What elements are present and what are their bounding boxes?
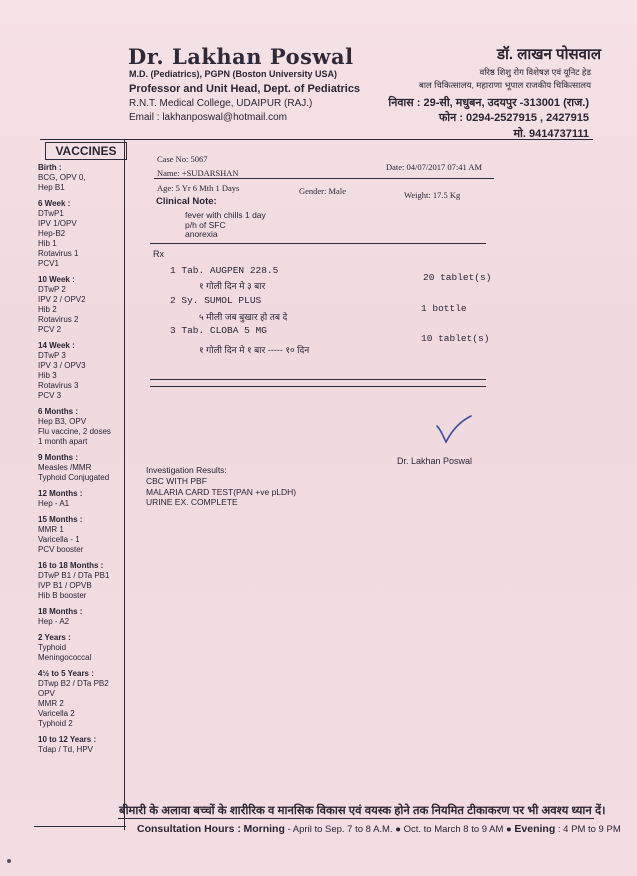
vaccine-group-heading: 10 to 12 Years : [38, 735, 97, 744]
vaccine-group [38, 341, 123, 401]
vaccine-group [38, 735, 123, 755]
corner-mark [6, 858, 14, 864]
doctor-position: Professor and Unit Head, Dept. of Pediatrics [129, 83, 361, 95]
college-name: R.N.T. Medical College, UDAIPUR (RAJ.) [129, 98, 313, 109]
investigation-line: URINE EX. COMPLETE [146, 497, 238, 507]
rx-quantity-2: 1 bottle [421, 303, 467, 314]
morning-label: Morning [243, 823, 285, 835]
vaccine-item: Measles /MMR [38, 463, 92, 472]
patient-gender: Gender: Male [299, 186, 346, 196]
signature-tick [433, 414, 473, 446]
vaccine-group [38, 275, 123, 335]
vaccine-item: Hep - A2 [38, 617, 70, 626]
footer-rule [118, 818, 594, 819]
vaccine-group-heading: 12 Months : [38, 489, 83, 498]
vaccine-group-heading: 14 Week : [38, 341, 75, 350]
vaccine-group-heading: 6 Months : [38, 407, 78, 416]
vaccine-group-heading: 18 Months : [38, 607, 83, 616]
vaccine-item: DTwp B2 / DTa PB2 [38, 679, 109, 688]
vaccine-group-heading: 10 Week : [38, 275, 75, 284]
vaccine-item: Varicella - 1 [38, 535, 80, 544]
hours-label: Consultation Hours : [137, 823, 241, 835]
rx-bottom-rule-2 [150, 386, 486, 387]
vaccine-group-heading: 4½ to 5 Years : [38, 669, 94, 678]
hospital-hindi: बाल चिकित्सालय, महाराणा भूपाल राजकीय चिकित्सालय [418, 80, 591, 90]
vaccine-item: BCG, OPV 0, [38, 173, 86, 182]
vaccine-item: 1 month apart [38, 437, 88, 446]
vaccine-item: Rotavirus 3 [38, 381, 79, 390]
vaccine-item: Rotavirus 1 [38, 249, 79, 258]
vaccine-group-heading: 9 Months : [38, 453, 78, 462]
vaccine-group [38, 199, 123, 269]
clinical-note-line: fever with chills 1 day [185, 210, 266, 220]
vaccine-item: IPV 3 / OPV3 [38, 361, 86, 370]
clinical-note-line: p/h of SFC [185, 220, 226, 230]
patient-name: Name: +SUDARSHAN [157, 168, 239, 178]
vaccine-schedule [38, 163, 123, 761]
vaccine-group [38, 669, 123, 729]
vaccine-group [38, 561, 123, 601]
vaccine-group [38, 633, 123, 663]
vaccine-group [38, 489, 123, 509]
vaccine-group-heading: 16 to 18 Months : [38, 561, 104, 570]
vaccine-item: Hib 3 [38, 371, 57, 380]
vaccine-group-heading: 2 Years : [38, 633, 71, 642]
vaccine-item: PCV1 [38, 259, 59, 268]
rx-quantity-1: 20 tablet(s) [423, 272, 492, 283]
vaccine-group-heading: 15 Months : [38, 515, 83, 524]
vaccine-item: Meningococcal [38, 653, 92, 662]
vaccine-item: Hep - A1 [38, 499, 70, 508]
rx-instruction-2: ५ मीली जब बुखार हो तब दे [199, 312, 288, 322]
rx-medicine-3: 3 Tab. CLOBA 5 MG [170, 325, 267, 336]
vaccine-item: IPV 2 / OPV2 [38, 295, 86, 304]
vaccine-item: Hep B1 [38, 183, 65, 192]
mobile-hindi: मो. 9414737111 [513, 128, 589, 140]
phone-hindi: फोन : 0294-2527915 , 2427915 [438, 112, 589, 124]
vaccine-item: Typhoid Conjugated [38, 473, 110, 482]
visit-date: Date: 04/07/2017 07:41 AM [386, 162, 483, 172]
investigation-line: CBC WITH PBF [146, 476, 207, 486]
name-rule [154, 178, 494, 179]
vaccine-item: MMR 2 [38, 699, 64, 708]
rx-top-rule [150, 243, 486, 244]
patient-weight: Weight: 17.5 Kg [404, 190, 461, 200]
vaccine-group [38, 607, 123, 627]
sidebar-bottom-rule [34, 826, 126, 827]
vaccine-item: PCV 3 [38, 391, 62, 400]
vaccine-item: Hib B booster [38, 591, 87, 600]
vaccine-item: Typhoid [38, 643, 67, 652]
investigation-line: MALARIA CARD TEST(PAN +ve pLDH) [146, 487, 297, 497]
vaccine-item: Tdap / Td, HPV [38, 745, 93, 754]
vaccine-item: OPV [38, 689, 55, 698]
doctor-name-hindi: डॉ. लाखन पोसवाल [496, 46, 601, 63]
address-hindi: निवास : 29-सी, मधुबन, उदयपुर -313001 (राज.) [388, 97, 589, 109]
rx-instruction-1: १ गोली दिन मे ३ बार [199, 281, 266, 291]
footer-notice: बीमारी के अलावा बच्चों के शारीरिक व मानसिक विकास एवं वयस्क होने तक नियमित टीकाकरण पर भी अवश्य ध्यान दें। [119, 805, 606, 817]
vaccine-item: DTwP B1 / DTa PB1 [38, 571, 110, 580]
clinical-note-title: Clinical Note: [156, 196, 217, 207]
vaccine-item: MMR 1 [38, 525, 64, 534]
header-rule [40, 139, 593, 140]
rx-medicine-1: 1 Tab. AUGPEN 228.5 [170, 265, 279, 276]
vaccine-item: Hib 2 [38, 305, 57, 314]
vaccine-group [38, 453, 123, 483]
doctor-email: Email : lakhanposwal@hotmail.com [129, 112, 287, 123]
vaccine-group [38, 407, 123, 447]
vaccine-item: Typhoid 2 [38, 719, 73, 728]
rx-quantity-3: 10 tablet(s) [421, 333, 490, 344]
case-number: Case No: 5067 [157, 154, 208, 164]
rx-bottom-rule [150, 379, 486, 380]
patient-age: Age: 5 Yr 6 Mth 1 Days [157, 183, 240, 193]
evening-label: Evening [514, 823, 556, 835]
rx-label: Rx [153, 249, 164, 259]
doctor-name: Dr. Lakhan Poswal [128, 44, 354, 69]
morning-hours: - April to Sep. 7 to 8 A.M. ● Oct. to March 8 to 9 AM ● [287, 824, 512, 835]
vaccine-item: IPV 1/OPV [38, 219, 77, 228]
vaccine-item: Hib 1 [38, 239, 57, 248]
vaccines-title: VACCINES [45, 142, 127, 160]
vaccine-item: Hep-B2 [38, 229, 66, 238]
investigation-title: Investigation Results: [146, 465, 227, 475]
vaccine-item: Varicella 2 [38, 709, 75, 718]
consultation-hours [137, 823, 621, 835]
vaccine-item: PCV 2 [38, 325, 62, 334]
rx-instruction-3: १ गोली दिन मे १ बार ----- १० दिन [199, 345, 310, 355]
clinical-note-line: anorexia [185, 229, 218, 239]
vaccine-item: Hep B3, OPV [38, 417, 87, 426]
sidebar-divider [124, 140, 125, 830]
vaccine-item: DTwP1 [38, 209, 64, 218]
evening-hours: : 4 PM to 9 PM [557, 824, 621, 835]
designation-hindi: वरिष्ठ शिशु रोग विशेषज्ञ एवं यूनिट हेड [479, 67, 591, 77]
vaccine-group-heading: 6 Week : [38, 199, 71, 208]
vaccine-group-heading: Birth : [38, 163, 62, 172]
vaccine-item: Rotavirus 2 [38, 315, 79, 324]
vaccine-item: DTwP 3 [38, 351, 66, 360]
rx-medicine-2: 2 Sy. SUMOL PLUS [170, 295, 262, 306]
vaccine-item: DTwP 2 [38, 285, 66, 294]
vaccine-item: IVP B1 / OPVB [38, 581, 92, 590]
vaccine-item: PCV booster [38, 545, 84, 554]
vaccine-item: Flu vaccine, 2 doses [38, 427, 111, 436]
doctor-qualification: M.D. (Pediatrics), PGPN (Boston University USA) [129, 69, 338, 79]
vaccine-group [38, 515, 123, 555]
vaccine-group [38, 163, 123, 193]
signature-name: Dr. Lakhan Poswal [397, 456, 473, 466]
